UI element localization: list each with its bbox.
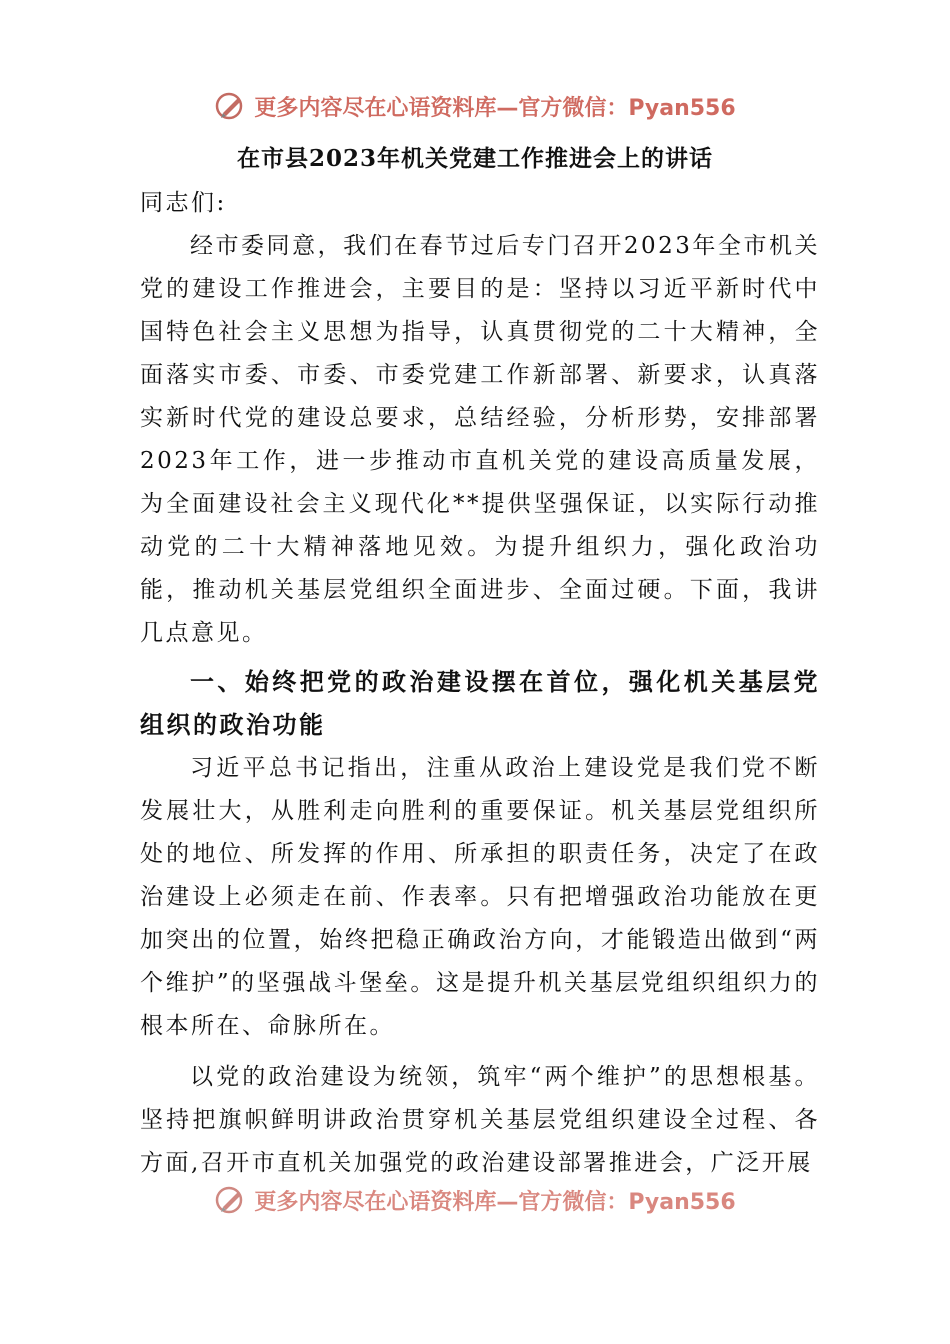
header-banner	[0, 86, 950, 126]
header-banner-text: 更多内容尽在心语资料库—官方微信：Pyan556	[254, 95, 736, 121]
pen-logo-icon	[214, 1185, 248, 1215]
footer-banner	[0, 1180, 950, 1220]
intro-paragraph: 经市委同意，我们在春节过后专门召开2023年全市机关党的建设工作推进会，主要目的是：坚持以习近平新时代中国特色社会主义思想为指导，认真贯彻党的二十大精神，全面落实市委、市委、市委党建工作新部署、新要求，认真落实新时代党的建设总要求，总结经验，分析形势，安排部署2023年工作，进一步推动市直机关党的建设高质量发展，为全面建设社会主义现代化**提供坚强保证，以实际行动推动党的二十大精神落地见效。为提升组织力，强化政治功能，推动机关基层党组织全面进步、全面过硬。下面，我讲几点意见。	[140, 233, 820, 646]
section-1-paragraph-2: 以党的政治建设为统领，筑牢“两个维护”的思想根基。坚持把旗帜鲜明讲政治贯穿机关基层党组织建设全过程、各方面,召开市直机关加强党的政治建设部署推进会，广泛开展	[140, 1064, 820, 1176]
salutation: 同志们:	[140, 190, 227, 216]
footer-banner-text: 更多内容尽在心语资料库—官方微信：Pyan556	[254, 1189, 736, 1215]
section-1-paragraph-1: 习近平总书记指出，注重从政治上建设党是我们党不断发展壮大，从胜利走向胜利的重要保证。机关基层党组织所处的地位、所发挥的作用、所承担的职责任务，决定了在政治建设上必须走在前、作表率。只有把增强政治功能放在更加突出的位置，始终把稳正确政治方向，才能锻造出做到“两个维护”的坚强战斗堡垒。这是提升机关基层党组织组织力的根本所在、命脉所在。	[140, 755, 820, 1039]
document-title: 在市县2023年机关党建工作推进会上的讲话	[236, 145, 713, 172]
pen-logo-icon	[214, 91, 248, 121]
section-1-heading: 一、始终把党的政治建设摆在首位，强化机关基层党组织的政治功能	[140, 668, 820, 739]
document-body	[140, 182, 820, 1185]
